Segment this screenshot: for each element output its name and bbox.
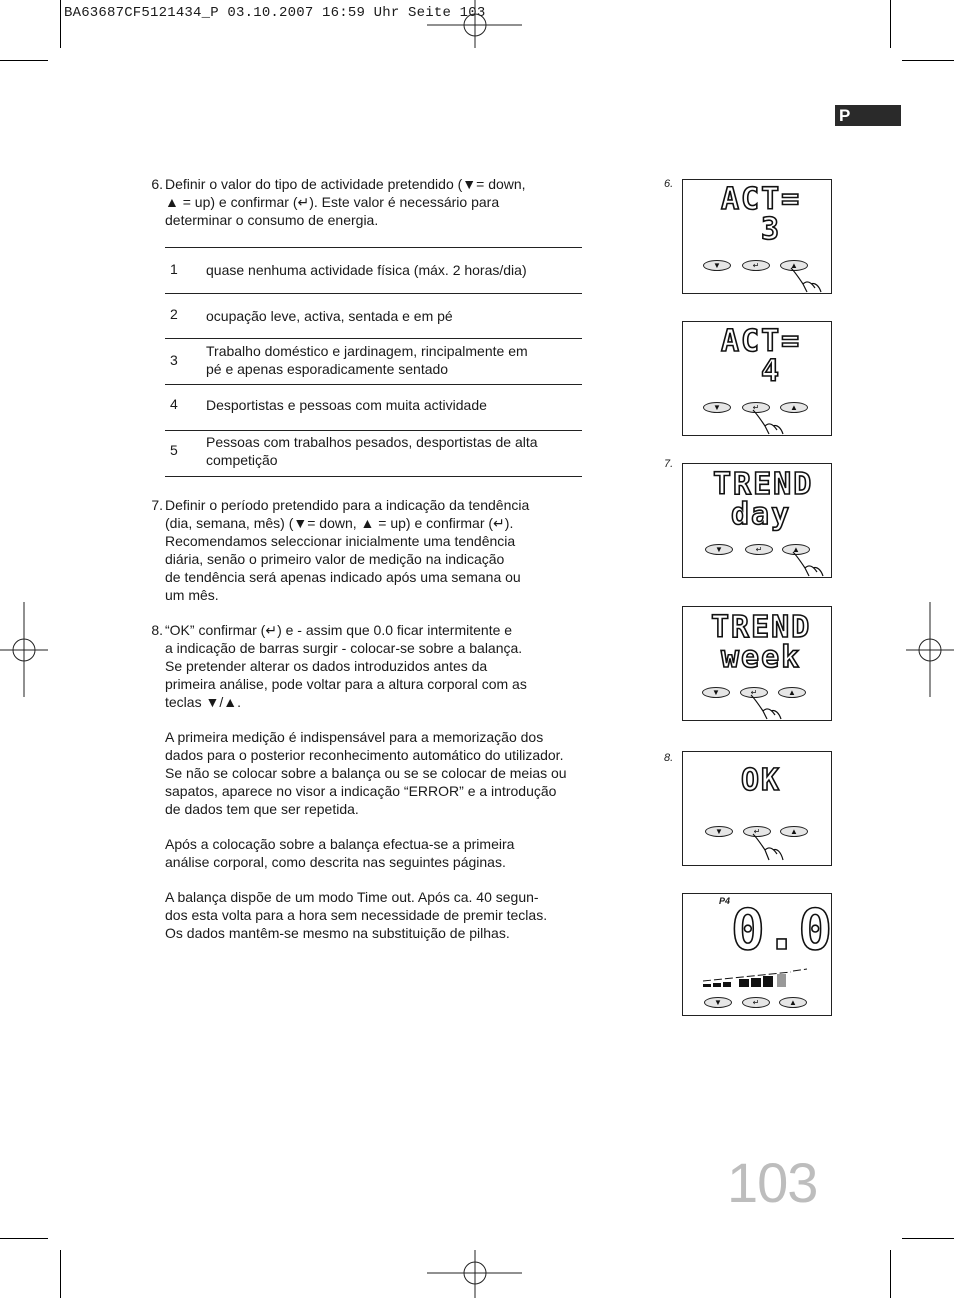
- table-row: 1 quase nenhuma actividade física (máx. 2 horas/dia): [165, 247, 582, 294]
- step-text: “OK” confirmar (↵) e - assim que 0.0 ficar intermitente e a indicação de barras surgir - colocar-se sobre a balança. Se pretender alterar os dados introduzidos antes da primeira análise, pode voltar para a altura corporal com as teclas ▼/▲.: [165, 622, 527, 710]
- enter-button[interactable]: ↵: [743, 826, 771, 837]
- page-number: 103: [727, 1151, 818, 1214]
- lcd-text: week: [721, 640, 802, 675]
- step-text: Definir o período pretendido para a indicação da tendência (dia, semana, mês) (▼= down, ▲ = up) e confirmar (↵). Recomendamos seleccionar inicialmente uma tendência diária, senão o primeiro valor de medição na indicação de tendência será apenas indicado após uma semana ou um mês.: [165, 497, 530, 603]
- finger-icon: [787, 548, 827, 578]
- table-row: 4 Desportistas e pessoas com muita actividade: [165, 384, 582, 431]
- lcd-text: TREND: [713, 467, 814, 502]
- down-button[interactable]: ▼: [703, 402, 731, 413]
- step-text: Definir o valor do tipo de actividade pretendido (▼= down, ▲ = up) e confirmar (↵). Este valor é necessário para determinar o consumo de energia.: [165, 176, 526, 228]
- down-button[interactable]: ▼: [705, 826, 733, 837]
- user-indicator: P4: [719, 896, 731, 906]
- finger-icon: [747, 406, 787, 436]
- panel-label-6: 6.: [664, 178, 674, 190]
- up-button[interactable]: ▲: [778, 687, 806, 698]
- down-button[interactable]: ▼: [704, 997, 732, 1008]
- panel-label-8: 8.: [664, 752, 674, 764]
- step-7: [145, 496, 590, 606]
- step-number: 7.: [151, 497, 163, 513]
- down-button[interactable]: ▼: [702, 687, 730, 698]
- enter-button[interactable]: ↵: [740, 687, 768, 698]
- display-panel-zero: [682, 893, 832, 1016]
- lcd-text: day: [731, 497, 792, 532]
- up-button[interactable]: ▲: [779, 997, 807, 1008]
- lcd-text: ACT=: [721, 324, 802, 359]
- finger-icon: [745, 691, 785, 721]
- up-button[interactable]: ▲: [780, 402, 808, 413]
- language-tab: P: [835, 105, 901, 126]
- lcd-weight: 0.0: [731, 898, 833, 963]
- up-button[interactable]: ▲: [780, 260, 808, 271]
- lcd-text: TREND: [711, 610, 812, 645]
- enter-button[interactable]: ↵: [742, 402, 770, 413]
- step-8: [145, 621, 590, 713]
- panel-label-7: 7.: [664, 458, 674, 470]
- table-row: 3 Trabalho doméstico e jardinagem, rincipalmente em pé e apenas esporadicamente sentado: [165, 338, 582, 385]
- finger-icon: [747, 830, 787, 864]
- display-panel-trend-week: [682, 606, 832, 721]
- table-row: 5 Pessoas com trabalhos pesados, desportistas de alta competição: [165, 430, 582, 477]
- finger-icon: [785, 264, 825, 294]
- enter-button[interactable]: ↵: [745, 544, 773, 555]
- bar-indicator: [701, 968, 813, 990]
- display-panel-act-4: [682, 321, 832, 436]
- down-button[interactable]: ▼: [705, 544, 733, 555]
- up-button[interactable]: ▲: [782, 544, 810, 555]
- display-panel-act-3: [682, 179, 832, 294]
- display-panel-trend-day: [682, 463, 832, 578]
- down-button[interactable]: ▼: [703, 260, 731, 271]
- paragraph-body-analysis: Após a colocação sobre a balança efectua-se a primeira análise corporal, como descrita nas seguintes páginas.: [165, 836, 515, 870]
- lcd-text: ACT=: [721, 182, 802, 217]
- enter-button[interactable]: ↵: [742, 260, 770, 271]
- lcd-text: 3: [761, 212, 782, 247]
- paragraph-timeout: A balança dispõe de um modo Time out. Após ca. 40 segun- dos esta volta para a hora sem necessidade de premir teclas. Os dados mantêm-se mesmo na substituição de pilhas.: [165, 889, 548, 941]
- step-6: [145, 175, 590, 231]
- enter-button[interactable]: ↵: [742, 997, 770, 1008]
- lcd-text: 4: [761, 354, 782, 389]
- lcd-text: OK: [741, 763, 782, 798]
- print-header: BA63687CF5121434_P 03.10.2007 16:59 Uhr Seite 103: [64, 5, 486, 21]
- paragraph-first-measurement: A primeira medição é indispensável para a memorização dos dados para o posterior reconhecimento automático do utilizador. Se não se colocar sobre a balança ou se se colocar de meias ou sapatos, aparece no visor a indicação “ERROR” e a introdução de dados tem que ser repetida.: [165, 729, 567, 817]
- step-number: 6.: [151, 176, 163, 192]
- up-button[interactable]: ▲: [780, 826, 808, 837]
- display-panel-ok: [682, 751, 832, 866]
- step-number: 8.: [151, 622, 163, 638]
- table-row: 2 ocupação leve, activa, sentada e em pé: [165, 293, 582, 339]
